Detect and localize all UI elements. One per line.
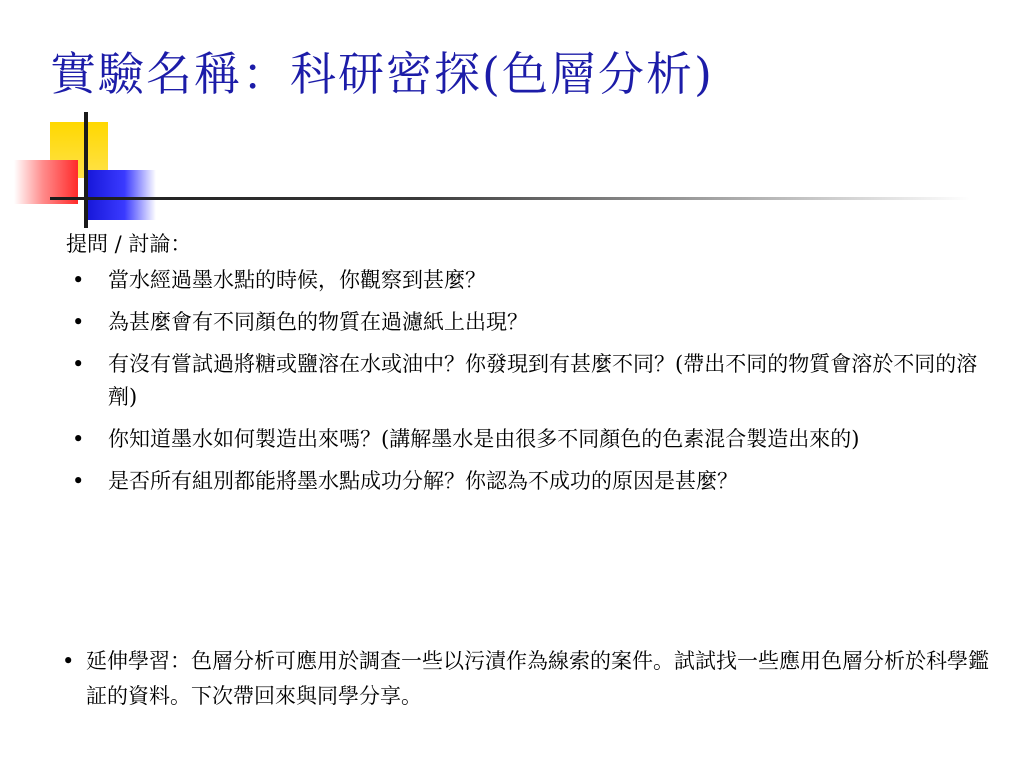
question-item <box>66 465 986 498</box>
question-item <box>66 264 986 297</box>
bullet-dot: • <box>72 427 85 451</box>
bullet-dot: • <box>72 310 85 334</box>
question-text: 為甚麼會有不同顏色的物質在過濾紙上出現？ <box>108 310 528 334</box>
bullet-dot: • <box>72 469 85 493</box>
discussion-section <box>66 228 986 507</box>
bullet-dot: • <box>72 352 85 376</box>
question-text: 是否所有組別都能將墨水點成功分解？你認為不成功的原因是甚麼？ <box>108 469 738 493</box>
question-text: 你知道墨水如何製造出來嗎？(講解墨水是由很多不同顏色的色素混合製造出來的) <box>108 427 860 451</box>
question-list <box>66 264 986 498</box>
slide-title: 實驗名稱：科研密探(色層分析) <box>50 47 714 101</box>
decoration-blue-square <box>86 170 156 220</box>
extension-learning <box>62 644 1006 714</box>
bullet-dot: • <box>62 649 75 673</box>
extension-text: 延伸學習：色層分析可應用於調查一些以污漬作為線索的案件。試試找一些應用色層分析於科學鑑証的資料。下次帶回來與同學分享。 <box>86 649 989 708</box>
question-item <box>66 423 986 456</box>
question-text: 有沒有嘗試過將糖或鹽溶在水或油中？你發現到有甚麼不同？(帶出不同的物質會溶於不同的溶劑) <box>108 352 978 409</box>
question-item <box>66 306 986 339</box>
question-text: 當水經過墨水點的時候，你觀察到甚麼？ <box>108 268 486 292</box>
decoration-vertical-line <box>84 112 88 228</box>
bullet-dot: • <box>72 268 85 292</box>
decoration-horizontal-rule <box>50 197 970 200</box>
question-item <box>66 348 986 414</box>
discussion-heading: 提問 / 討論： <box>66 232 192 256</box>
